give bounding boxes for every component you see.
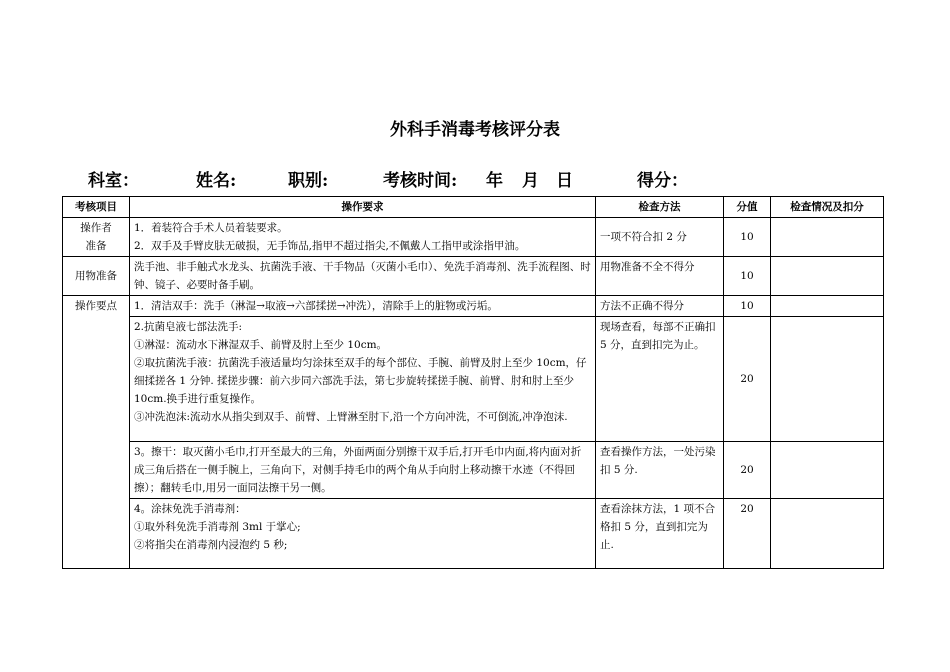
table-row [63,296,884,317]
requirement-text: 4。涂抹免洗手消毒剂： [134,503,246,515]
year-label: 年 [486,171,503,191]
header-requirement: 操作要求 [130,197,596,218]
score-cell: 20 [724,499,771,569]
requirement-cell [130,317,596,442]
requirement-text: 1．着装符合手术人员着装要求。 [134,222,288,234]
score-cell: 20 [724,317,771,442]
method-cell: 查看涂抹方法，1 项不合格扣 5 分，直到扣完为止. [596,499,724,569]
table-header-row [63,197,884,218]
dept-label: 科室： [88,171,139,191]
month-label: 月 [522,171,539,191]
requirement-cell: 1．清洁双手：洗手（淋湿→取液→六部揉搓→冲洗），清除手上的脏物或污垢。 [130,296,596,317]
score-cell: 10 [724,296,771,317]
score-label: 得分： [637,171,688,191]
deduction-cell[interactable] [771,296,884,317]
deduction-cell[interactable] [771,257,884,296]
form-title: 外科手消毒考核评分表 [390,120,560,140]
table-row [63,218,884,257]
table-row [63,257,884,296]
requirement-cell [130,499,596,569]
requirement-text: ①取外科免洗手消毒剂 3ml 于掌心; [134,521,301,533]
header-item: 考核项目 [63,197,130,218]
day-label: 日 [556,171,573,191]
exam-time-label: 考核时间: [383,171,458,191]
name-label: 姓名: [196,171,237,191]
table-row [63,499,884,569]
rank-label: 职别: [288,171,329,191]
requirement-text: ②取抗菌洗手液：抗菌洗手液适量均匀涂抹至双手的每个部位、手腕、前臂及肘上至少 10cm，仔细揉搓各 1 分钟. 揉搓步骤：前六步同六部洗手法，第七步旋转揉搓手腕、前臂、肘和肘上至少 10cm.换手进行重复操作。 [134,357,587,405]
item-label: 准备 [85,240,107,252]
method-cell: 一项不符合扣 2 分 [596,218,724,257]
requirement-cell: 洗手池、非手触式水龙头、抗菌洗手液、干手物品（灭菌小毛巾）、免洗手消毒剂、洗手流程图、时钟、镜子、必要时备手刷。 [130,257,596,296]
header-deduction: 检查情况及扣分 [771,197,884,218]
table-row [63,442,884,499]
header-method: 检查方法 [596,197,724,218]
score-cell: 10 [724,218,771,257]
score-table [62,196,884,569]
requirement-text: 2．双手及手臂皮肤无破损，无手饰品,指甲不超过指尖,不佩戴人工指甲或涂指甲油。 [134,240,526,252]
item-cell: 用物准备 [63,257,130,296]
method-cell: 查看操作方法，一处污染扣 5 分. [596,442,724,499]
score-cell: 20 [724,442,771,499]
item-cell: 操作要点 [63,296,130,569]
deduction-cell[interactable] [771,317,884,442]
method-cell: 用物准备不全不得分 [596,257,724,296]
deduction-cell[interactable] [771,499,884,569]
method-cell: 现场查看，每部不正确扣 5 分，直到扣完为止。 [596,317,724,442]
requirement-cell [130,218,596,257]
method-cell: 方法不正确不得分 [596,296,724,317]
requirement-text: ③冲洗泡沫:流动水从指尖到双手、前臂、上臂淋至肘下,沿一个方向冲洗，不可倒流,冲净泡沫. [134,411,568,423]
table-row [63,317,884,442]
item-label: 操作者 [80,222,112,234]
deduction-cell[interactable] [771,218,884,257]
requirement-text: ①淋湿：流动水下淋湿双手、前臂及肘上至少 10cm。 [134,339,388,351]
requirement-cell: 3。擦干：取灭菌小毛巾,打开至最大的三角，外面两面分别擦干双手后,打开毛巾内面,将内面对折成三角后搭在一侧手腕上，三角向下，对侧手持毛巾的两个角从手向肘上移动擦干水迹（不得回擦）；翻转毛巾,用另一面同法擦干另一侧。 [130,442,596,499]
requirement-text: ②将指尖在消毒剂内浸泡约 5 秒; [134,539,288,551]
header-score: 分值 [724,197,771,218]
deduction-cell[interactable] [771,442,884,499]
score-cell: 10 [724,257,771,296]
requirement-text: 2.抗菌皂液七部法洗手: [134,321,243,333]
item-cell [63,218,130,257]
